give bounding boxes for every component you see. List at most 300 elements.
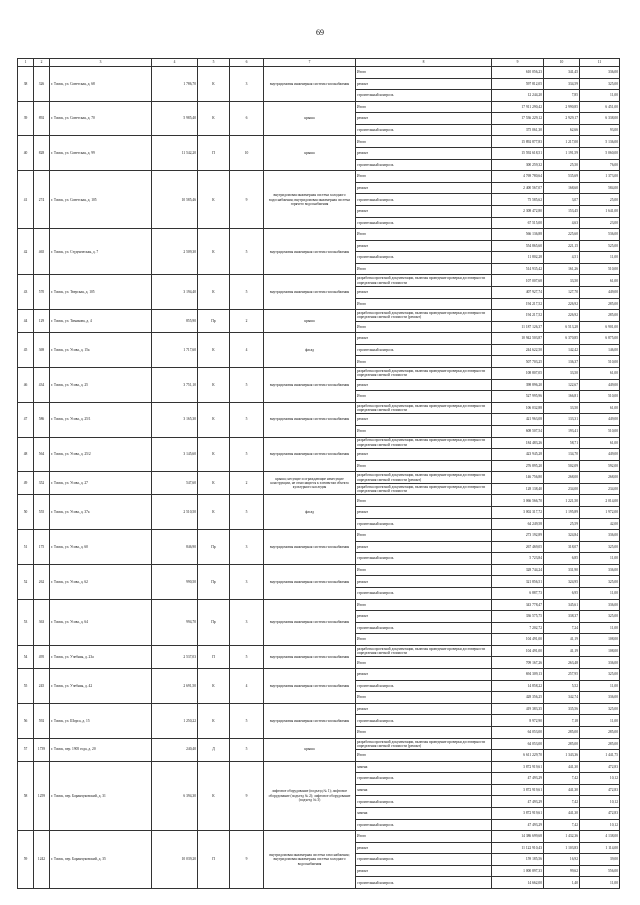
- cost-total: 17 536 229,12: [492, 113, 544, 125]
- wall-material: К: [198, 368, 230, 403]
- work-description: Итого: [356, 356, 492, 368]
- cost-limit: 6 901,00: [580, 321, 620, 333]
- house-area: 1 786,70: [152, 67, 198, 102]
- cost-per-sqm: 1,40: [544, 877, 580, 889]
- work-description: строительный контроль: [356, 680, 492, 692]
- cost-limit: 336,00: [580, 692, 620, 704]
- house-id: 352: [34, 472, 50, 495]
- cost-per-sqm: 166,81: [544, 391, 580, 403]
- house-id: 1739: [34, 738, 50, 761]
- cost-limit: 146,00: [580, 344, 620, 356]
- cost-per-sqm: 6 513,28: [544, 321, 580, 333]
- cost-per-sqm: 221,15: [544, 240, 580, 252]
- cost-per-sqm: 1 432,36: [544, 831, 580, 843]
- cost-total: 15 892 877,83: [492, 136, 544, 148]
- work-description: ремонт: [356, 506, 492, 518]
- cost-limit: 592,00: [580, 460, 620, 472]
- cost-limit: 6 451,00: [580, 101, 620, 113]
- cost-per-sqm: 2 929,17: [544, 113, 580, 125]
- wall-material: К: [198, 495, 230, 530]
- cost-total: 2 308 472,80: [492, 205, 544, 217]
- cost-total: 184 483,26: [492, 437, 544, 449]
- cost-per-sqm: 133,31: [544, 414, 580, 426]
- cost-per-sqm: 1 217,00: [544, 136, 580, 148]
- cost-per-sqm: 324,95: [544, 576, 580, 588]
- cost-per-sqm: 341,45: [544, 67, 580, 79]
- cost-total: 554 865,60: [492, 240, 544, 252]
- house-id: 369: [34, 333, 50, 368]
- cost-per-sqm: 318,07: [544, 541, 580, 553]
- cost-total: 64 249,58: [492, 518, 544, 530]
- cost-per-sqm: 58,71: [544, 437, 580, 449]
- cost-limit: 556,00: [580, 865, 620, 877]
- wall-material: К: [198, 229, 230, 275]
- repair-type: внутридомовая инженерная система холодного водоснабжения; внутридомовая инженерная система горячего водоснабжения: [264, 171, 356, 229]
- house-address: г. Томск, ул. Усова, д. 62: [50, 564, 152, 599]
- cost-per-sqm: 7,42: [544, 819, 580, 831]
- cost-per-sqm: 33,50: [544, 275, 580, 287]
- cost-total: 146 756,80: [492, 472, 544, 484]
- cost-limit: 11,00: [580, 622, 620, 634]
- cost-per-sqm: 168,60: [544, 182, 580, 194]
- work-description: строительный контроль: [356, 819, 492, 831]
- work-description: разработка проектной документации, включая проведение проверки достоверности определения сметной стоимости: [356, 645, 492, 657]
- work-description: строительный контроль: [356, 159, 492, 171]
- row-number: 57: [18, 738, 34, 761]
- row-number: 58: [18, 761, 34, 830]
- cost-total: 336 575,75: [492, 611, 544, 623]
- house-area: 3 751,10: [152, 368, 198, 403]
- work-description: ремонт: [356, 379, 492, 391]
- cost-total: 104 491,00: [492, 634, 544, 646]
- cost-total: 128 138,40: [492, 483, 544, 495]
- house-id: 262: [34, 564, 50, 599]
- work-description: строительный контроль: [356, 344, 492, 356]
- work-description: Итого: [356, 263, 492, 275]
- house-id: 1242: [34, 831, 50, 889]
- repair-type: крыша: [264, 101, 356, 136]
- work-description: строительный контроль: [356, 217, 492, 229]
- cost-per-sqm: 324,84: [544, 530, 580, 542]
- house-area: 10 585,46: [152, 171, 198, 229]
- cost-limit: 472,83: [580, 784, 620, 796]
- house-area: 2 510,50: [152, 495, 198, 530]
- cost-limit: 11,00: [580, 553, 620, 565]
- wall-material: Пр: [198, 564, 230, 599]
- cost-limit: 325,00: [580, 703, 620, 715]
- floor-count: 5: [230, 368, 264, 403]
- house-address: г. Томск, ул. Усова, д. 25: [50, 368, 152, 403]
- wall-material: К: [198, 171, 230, 229]
- work-description: ремонт: [356, 576, 492, 588]
- cost-total: 75 585,62: [492, 194, 544, 206]
- cost-limit: 525,00: [580, 240, 620, 252]
- house-area: 3 194,40: [152, 275, 198, 310]
- house-address: г. Томск, ул. Усова, д. 64: [50, 599, 152, 645]
- house-area: 1 717,60: [152, 333, 198, 368]
- row-number: 51: [18, 530, 34, 565]
- cost-total: 47 493,29: [492, 819, 544, 831]
- cost-per-sqm: 263,48: [544, 657, 580, 669]
- cost-total: 428 356,25: [492, 692, 544, 704]
- work-description: ремонт: [356, 113, 492, 125]
- cost-total: 3 002 317,72: [492, 506, 544, 518]
- cost-per-sqm: 342,74: [544, 692, 580, 704]
- house-address: г. Томск, ул. Советская, д. 99: [50, 136, 152, 171]
- work-description: ремонт: [356, 669, 492, 681]
- table-body: [18, 59, 620, 889]
- house-id: 570: [34, 275, 50, 310]
- cost-limit: 449,00: [580, 379, 620, 391]
- cost-limit: 325,00: [580, 576, 620, 588]
- repair-type: лифтовое оборудование (подъезд № 1); лифтовое оборудование (подъезд № 2); лифтовое оборудование (подъезд № 3): [264, 761, 356, 830]
- work-description: ремонт: [356, 541, 492, 553]
- cost-total: 328 744,24: [492, 564, 544, 576]
- cost-per-sqm: 136,37: [544, 356, 580, 368]
- cost-total: 159 185,56: [492, 854, 544, 866]
- cost-limit: 1 441,75: [580, 750, 620, 762]
- row-number: 38: [18, 67, 34, 102]
- cost-total: 107 007,68: [492, 275, 544, 287]
- cost-limit: 336,00: [580, 530, 620, 542]
- work-description: ремонт: [356, 611, 492, 623]
- house-area: 2 691,50: [152, 669, 198, 704]
- repair-type: внутридомовая инженерная система газоснабжения: [264, 368, 356, 403]
- floor-count: 3: [230, 599, 264, 645]
- house-id: 592: [34, 703, 50, 738]
- cost-per-sqm: 7,42: [544, 796, 580, 808]
- work-description: разработка проектной документации, включая проведение проверки достоверности определения сметной стоимости: [356, 275, 492, 287]
- wall-material: К: [198, 402, 230, 437]
- column-header: 8: [356, 59, 492, 67]
- cost-per-sqm: 234,00: [544, 483, 580, 495]
- floor-count: 9: [230, 171, 264, 229]
- wall-material: П: [198, 645, 230, 668]
- table-row: [18, 472, 620, 484]
- cost-limit: 11,00: [580, 90, 620, 102]
- cost-limit: 11,00: [580, 877, 620, 889]
- cost-limit: 1 972,00: [580, 506, 620, 518]
- work-description: строительный контроль: [356, 773, 492, 785]
- cost-per-sqm: 99,62: [544, 865, 580, 877]
- floor-count: 3: [230, 67, 264, 102]
- work-description: строительный контроль: [356, 622, 492, 634]
- cost-total: 3 872 919,61: [492, 761, 544, 773]
- cost-per-sqm: 41,19: [544, 634, 580, 646]
- cost-limit: 449,00: [580, 414, 620, 426]
- house-id: 1259: [34, 761, 50, 830]
- cost-per-sqm: 2 990,85: [544, 101, 580, 113]
- cost-per-sqm: 268,00: [544, 472, 580, 484]
- house-address: г. Томск, ул. Усова, д. 25/1: [50, 402, 152, 437]
- cost-total: 321 856,51: [492, 576, 544, 588]
- row-number: 47: [18, 402, 34, 437]
- cost-total: 104 491,00: [492, 645, 544, 657]
- work-description: ремонт: [356, 240, 492, 252]
- cost-total: 14 662,00: [492, 877, 544, 889]
- cost-limit: 510,00: [580, 391, 620, 403]
- cost-total: 597 812,05: [492, 78, 544, 90]
- wall-material: К: [198, 472, 230, 495]
- repair-type: внутридомовая инженерная система газоснабжения: [264, 703, 356, 738]
- table-row: [18, 229, 620, 241]
- work-description: ремонт: [356, 182, 492, 194]
- house-area: 846,90: [152, 530, 198, 565]
- table-row: [18, 310, 620, 322]
- house-id: 274: [34, 171, 50, 229]
- work-description: строительный контроль: [356, 90, 492, 102]
- work-description: ремонт: [356, 148, 492, 160]
- cost-total: 11 122 910,43: [492, 842, 544, 854]
- floor-count: 6: [230, 101, 264, 136]
- row-number: 41: [18, 171, 34, 229]
- work-description: разработка проектной документации, включая проведение проверки достоверности определения сметной стоимости: [356, 437, 492, 449]
- house-id: 326: [34, 67, 50, 102]
- cost-total: 507 703,25: [492, 356, 544, 368]
- cost-limit: 11,00: [580, 680, 620, 692]
- cost-per-sqm: 1 191,59: [544, 148, 580, 160]
- cost-total: 694 309,13: [492, 669, 544, 681]
- cost-per-sqm: 6,95: [544, 588, 580, 600]
- cost-per-sqm: 41,19: [544, 645, 580, 657]
- work-description: строительный контроль: [356, 715, 492, 727]
- work-description: Итого: [356, 657, 492, 669]
- cost-per-sqm: 225,60: [544, 229, 580, 241]
- cost-per-sqm: 502,09: [544, 460, 580, 472]
- house-area: 3 165,30: [152, 402, 198, 437]
- cost-limit: 6 338,00: [580, 113, 620, 125]
- cost-limit: 1 114,00: [580, 842, 620, 854]
- floor-count: 5: [230, 402, 264, 437]
- cost-limit: 42,00: [580, 518, 620, 530]
- cost-limit: 536,00: [580, 229, 620, 241]
- repair-schedule-table: [17, 58, 620, 889]
- work-description: строительный контроль: [356, 796, 492, 808]
- repair-type: внутридомовая инженерная система газоснабжения: [264, 530, 356, 565]
- house-address: г. Томск, ул. Советская, д. 70: [50, 101, 152, 136]
- cost-total: 610 056,23: [492, 67, 544, 79]
- table-row: [18, 275, 620, 287]
- work-description: Итого: [356, 564, 492, 576]
- cost-limit: 449,00: [580, 286, 620, 298]
- cost-limit: 325,00: [580, 611, 620, 623]
- wall-material: П: [198, 136, 230, 171]
- column-number-row: [18, 59, 620, 67]
- cost-total: 194 217,52: [492, 310, 544, 322]
- house-address: г. Томск, ул. Учебная, д. 23а: [50, 645, 152, 668]
- floor-count: 9: [230, 831, 264, 889]
- cost-total: 6 611 229,70: [492, 750, 544, 762]
- house-id: 555: [34, 495, 50, 530]
- cost-per-sqm: 345,61: [544, 599, 580, 611]
- cost-limit: 325,00: [580, 78, 620, 90]
- cost-limit: 5 136,00: [580, 136, 620, 148]
- cost-per-sqm: 161,26: [544, 263, 580, 275]
- cost-per-sqm: 7,24: [544, 622, 580, 634]
- cost-per-sqm: 1 343,36: [544, 750, 580, 762]
- cost-total: 6 887,73: [492, 588, 544, 600]
- cost-limit: 11,00: [580, 715, 620, 727]
- wall-material: К: [198, 669, 230, 704]
- column-header: 3: [50, 59, 152, 67]
- work-description: разработка проектной документации, включая проведение проверки достоверности определения сметной стоимости (ремонт): [356, 472, 492, 484]
- cost-limit: 268,00: [580, 472, 620, 484]
- cost-limit: 93,00: [580, 124, 620, 136]
- table-row: [18, 368, 620, 380]
- work-description: Итого: [356, 634, 492, 646]
- floor-count: 9: [230, 761, 264, 830]
- table-row: [18, 530, 620, 542]
- cost-limit: 39,00: [580, 854, 620, 866]
- table-row: [18, 761, 620, 773]
- repair-type: внутридомовая инженерная система газоснабжения; внутридомовая инженерная система холодного водоснабжения: [264, 831, 356, 889]
- repair-type: внутридомовая инженерная система газоснабжения: [264, 564, 356, 599]
- work-description: строительный контроль: [356, 124, 492, 136]
- work-description: строительный контроль: [356, 854, 492, 866]
- cost-per-sqm: 441,30: [544, 761, 580, 773]
- row-number: 39: [18, 101, 34, 136]
- cost-limit: 285,00: [580, 298, 620, 310]
- work-description: Итого: [356, 136, 492, 148]
- wall-material: К: [198, 761, 230, 830]
- row-number: 43: [18, 275, 34, 310]
- cost-total: 709 167,26: [492, 657, 544, 669]
- floor-count: 3: [230, 564, 264, 599]
- repair-type: внутридомовая инженерная система газоснабжения: [264, 402, 356, 437]
- wall-material: Пр: [198, 599, 230, 645]
- cost-total: 108 807,05: [492, 368, 544, 380]
- floor-count: 5: [230, 229, 264, 275]
- cost-per-sqm: 1 195,89: [544, 506, 580, 518]
- wall-material: Д: [198, 738, 230, 761]
- cost-limit: 336,00: [580, 657, 620, 669]
- cost-limit: 285,00: [580, 726, 620, 738]
- row-number: 46: [18, 368, 34, 403]
- floor-count: 10: [230, 136, 264, 171]
- work-description: Итого: [356, 599, 492, 611]
- cost-limit: 11,00: [580, 588, 620, 600]
- table-row: [18, 738, 620, 750]
- column-header: 5: [198, 59, 230, 67]
- wall-material: К: [198, 703, 230, 738]
- cost-per-sqm: 285,00: [544, 738, 580, 750]
- work-description: Итого: [356, 391, 492, 403]
- table-row: [18, 437, 620, 449]
- cost-total: 423 945,28: [492, 449, 544, 461]
- cost-total: 3 872 919,61: [492, 808, 544, 820]
- house-address: г. Томск, ул. Усова, д. 60: [50, 530, 152, 565]
- repair-type: фасад: [264, 333, 356, 368]
- cost-total: 343 778,47: [492, 599, 544, 611]
- work-description: Итого: [356, 171, 492, 183]
- house-address: г. Томск, пер. Баранчуковский, д. 35: [50, 831, 152, 889]
- cost-limit: 61,00: [580, 275, 620, 287]
- cost-limit: 336,00: [580, 599, 620, 611]
- house-id: 175: [34, 530, 50, 565]
- cost-per-sqm: 7,42: [544, 773, 580, 785]
- cost-total: 244 622,50: [492, 344, 544, 356]
- cost-limit: 584,00: [580, 182, 620, 194]
- row-number: 40: [18, 136, 34, 171]
- work-description: ремонт: [356, 865, 492, 877]
- row-number: 59: [18, 831, 34, 889]
- cost-total: 527 995,96: [492, 391, 544, 403]
- work-description: Итого: [356, 67, 492, 79]
- work-description: Итого: [356, 530, 492, 542]
- cost-per-sqm: 1 103,83: [544, 842, 580, 854]
- floor-count: 5: [230, 738, 264, 761]
- table-row: [18, 67, 620, 79]
- floor-count: 2: [230, 472, 264, 495]
- row-number: 42: [18, 229, 34, 275]
- house-area: 240,40: [152, 738, 198, 761]
- house-id: 245: [34, 669, 50, 704]
- cost-total: 514 935,42: [492, 263, 544, 275]
- cost-limit: 10,12: [580, 796, 620, 808]
- cost-limit: 325,00: [580, 669, 620, 681]
- row-number: 55: [18, 669, 34, 704]
- cost-total: 64 053,00: [492, 738, 544, 750]
- cost-per-sqm: 226,92: [544, 298, 580, 310]
- cost-total: 14 386 699,68: [492, 831, 544, 843]
- cost-total: 64 053,00: [492, 726, 544, 738]
- cost-per-sqm: 331,90: [544, 564, 580, 576]
- cost-per-sqm: 16,92: [544, 854, 580, 866]
- cost-total: 3 066 566,70: [492, 495, 544, 507]
- house-id: 434: [34, 368, 50, 403]
- floor-count: 4: [230, 669, 264, 704]
- row-number: 49: [18, 472, 34, 495]
- floor-count: 2: [230, 310, 264, 333]
- cost-per-sqm: 62,66: [544, 124, 580, 136]
- cost-total: 1 000 897,33: [492, 865, 544, 877]
- cost-limit: 61,00: [580, 437, 620, 449]
- cost-per-sqm: 226,92: [544, 310, 580, 322]
- floor-count: 5: [230, 437, 264, 472]
- work-description: Итого: [356, 692, 492, 704]
- floor-count: 5: [230, 275, 264, 310]
- repair-type: крыша; несущие и ограждающие ненесущие конструкции, не относящиеся к элементам объекта культурного наследия: [264, 472, 356, 495]
- cost-per-sqm: 334,59: [544, 78, 580, 90]
- table-row: [18, 645, 620, 657]
- house-id: 828: [34, 136, 50, 171]
- column-header: 9: [492, 59, 544, 67]
- cost-total: 273 192,89: [492, 530, 544, 542]
- repair-type: крыша: [264, 738, 356, 761]
- work-description: замена: [356, 784, 492, 796]
- house-area: 10 039,20: [152, 831, 198, 889]
- table-row: [18, 669, 620, 681]
- cost-total: 421 963,08: [492, 414, 544, 426]
- column-header: 4: [152, 59, 198, 67]
- house-address: г. Томск, ул. Тверская, д. 105: [50, 275, 152, 310]
- cost-limit: 76,00: [580, 159, 620, 171]
- column-header: 1: [18, 59, 34, 67]
- work-description: строительный контроль: [356, 252, 492, 264]
- row-number: 44: [18, 310, 34, 333]
- table-row: [18, 564, 620, 576]
- cost-per-sqm: 122,67: [544, 379, 580, 391]
- work-description: Итого: [356, 460, 492, 472]
- cost-total: 7 202,72: [492, 622, 544, 634]
- cost-per-sqm: 3,07: [544, 194, 580, 206]
- floor-count: 5: [230, 495, 264, 530]
- cost-total: 11 187 126,37: [492, 321, 544, 333]
- house-address: г. Томск, ул. Шорса, д. 15: [50, 703, 152, 738]
- cost-total: 300 259,32: [492, 159, 544, 171]
- cost-per-sqm: 33,50: [544, 402, 580, 414]
- cost-limit: 5 060,00: [580, 148, 620, 160]
